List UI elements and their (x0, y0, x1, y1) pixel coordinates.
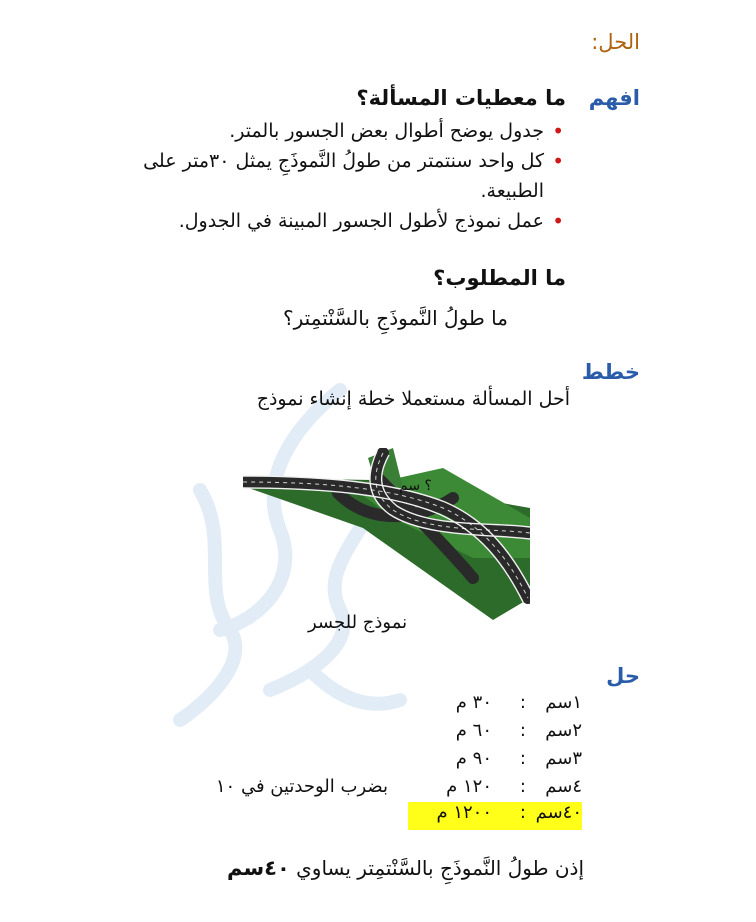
ratio-row-highlighted (408, 802, 582, 830)
cm-value: ١سم (545, 692, 582, 713)
bridge-caption: نموذج للجسر (308, 612, 408, 633)
cm-value: ٣سم (545, 748, 582, 769)
conclusion-answer: ٤٠سم (227, 856, 290, 880)
conclusion (227, 856, 584, 880)
cm-value: ٢سم (545, 720, 582, 741)
list-item (96, 116, 566, 146)
m-value: ٣٠ م (455, 692, 492, 713)
required-question: ما طولُ النَّموذَجِ بالسَّنْتمِتر؟ (283, 306, 508, 330)
m-value: ١٢٠٠ م (436, 802, 492, 823)
cm-value: ٤٠سم (535, 802, 582, 823)
required-heading: ما المطلوب؟ (433, 266, 566, 290)
ratio-separator: : (519, 692, 526, 713)
givens-heading: ما معطيات المسألة؟ (356, 86, 566, 110)
m-value: ٦٠ م (455, 720, 492, 741)
given-text: عمل نموذج لأطول الجسور المبينة في الجدول. (178, 210, 544, 232)
bullet-icon: • (552, 149, 564, 173)
plan-text: أحل المسألة مستعملا خطة إنشاء نموذج (256, 388, 570, 410)
m-value: ٩٠ م (455, 748, 492, 769)
list-item (96, 206, 566, 236)
givens-list (96, 116, 566, 236)
given-text: كل واحد سنتمتر من طولُ النَّموذَجِ يمثل ٣٠متر على الطبيعة. (143, 150, 544, 202)
cm-value: ٤سم (545, 776, 582, 797)
multiply-note: بضرب الوحدتين في ١٠ (215, 776, 388, 797)
list-item (96, 146, 566, 206)
ratio-separator: : (519, 748, 526, 769)
solution-title: الحل: (591, 30, 640, 54)
bullet-icon: • (552, 119, 564, 143)
bullet-icon: • (552, 209, 564, 233)
plan-label: خطط (581, 360, 640, 384)
given-text: جدول يوضح أطوال بعض الجسور بالمتر. (229, 120, 544, 142)
solve-label: حل (606, 664, 640, 688)
ratio-separator: : (519, 802, 526, 823)
ratio-separator: : (519, 776, 526, 797)
ratio-separator: : (519, 720, 526, 741)
bridge-model-image (243, 448, 530, 620)
conclusion-text: إذن طولُ النَّموذَجِ بالسَّنْتمِتر يساوي (296, 856, 584, 880)
m-value: ١٢٠ م (446, 776, 492, 797)
understand-label: افهم (588, 86, 640, 110)
bridge-length-label: ؟ سم (399, 478, 432, 494)
